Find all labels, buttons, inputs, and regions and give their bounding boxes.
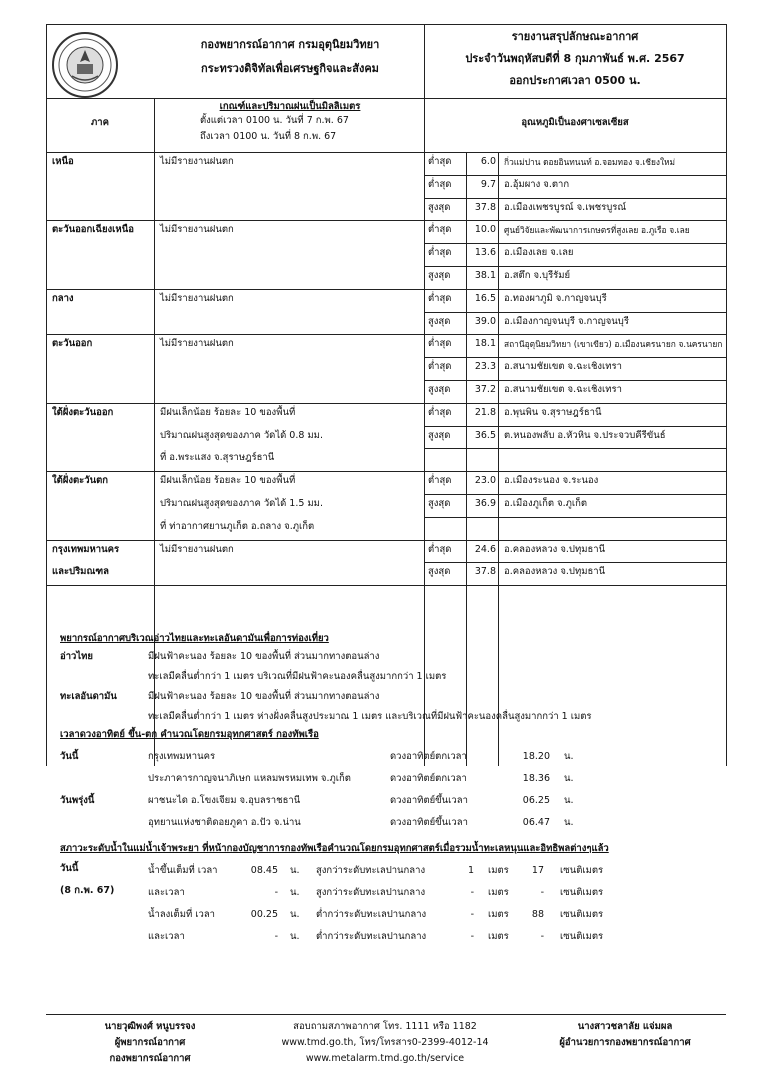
marine-gulf-line1: มีฝนฟ้าคะนอง ร้อยละ 10 ของพื้นที่ ส่วนมากทางตอนล่าง bbox=[148, 651, 380, 662]
sun-place: กรุงเทพมหานคร bbox=[148, 751, 216, 762]
temp-value: 13.6 bbox=[474, 247, 496, 259]
river-cm-unit: เซนติเมตร bbox=[560, 931, 604, 942]
temp-kind: สูงสุด bbox=[428, 315, 451, 327]
sun-place: อุทยานแห่งชาติดอยภูคา อ.ปัว จ.น่าน bbox=[148, 817, 301, 828]
river-unit: น. bbox=[290, 887, 300, 898]
temp-place: อ.สนามชัยเขต จ.ฉะเชิงเทรา bbox=[504, 384, 622, 395]
temp-kind: สูงสุด bbox=[428, 270, 451, 281]
footer-right-name: นางสาวชลาลัย แจ่มผล bbox=[577, 1021, 673, 1032]
footer-left-role2: กองพยากรณ์อากาศ bbox=[109, 1053, 191, 1064]
sun-tomorrow-label: วันพรุ่งนี้ bbox=[60, 795, 95, 806]
temp-kind: ต่ำสุด bbox=[428, 338, 452, 350]
footer-contact-web[interactable]: www.tmd.go.th, โทร/โทรสาร0-2399-4012-14 bbox=[281, 1037, 489, 1048]
marine-gulf-line2: ทะเลมีคลื่นต่ำกว่า 1 เมตร บริเวณที่มีฝนฟ้าคะนองคลื่นสูงมากกว่า 1 เมตร bbox=[148, 671, 447, 682]
temp-value: 37.8 bbox=[474, 566, 496, 578]
region-name: กรุงเทพมหานคร bbox=[52, 543, 120, 555]
temp-place: อ.สตึก จ.บุรีรัมย์ bbox=[504, 270, 571, 281]
river-time: - bbox=[274, 887, 278, 898]
temp-value: 38.1 bbox=[474, 270, 496, 281]
org-line-2: กระทรวงดิจิทัลเพื่อเศรษฐกิจและสังคม bbox=[201, 62, 379, 75]
sun-time: 06.25 bbox=[522, 795, 550, 806]
river-label: น้ำขึ้นเต็มที่ เวลา bbox=[148, 865, 218, 876]
river-unit: น. bbox=[290, 931, 300, 942]
temp-kind: ต่ำสุด bbox=[428, 247, 452, 259]
river-cm-unit: เซนติเมตร bbox=[560, 909, 604, 920]
region-name: ตะวันออกเฉียงเหนือ bbox=[52, 224, 134, 236]
marine-andaman-line1: มีฝนฟ้าคะนอง ร้อยละ 10 ของพื้นที่ ส่วนมากทางตอนล่าง bbox=[148, 691, 380, 702]
temp-place: อ.เมืองภูเก็ต จ.ภูเก็ต bbox=[504, 498, 588, 509]
temp-value: 21.8 bbox=[474, 406, 496, 418]
river-meter: - bbox=[470, 887, 474, 898]
river-desc: สูงกว่าระดับทะเลปานกลาง bbox=[316, 887, 426, 898]
temp-kind: ต่ำสุด bbox=[428, 406, 452, 418]
report-time: ออกประกาศเวลา 0500 น. bbox=[509, 74, 641, 87]
temp-place: อ.สนามชัยเขต จ.ฉะเชิงเทรา bbox=[504, 361, 622, 373]
rain-text: ไม่มีรายงานฝนตก bbox=[160, 156, 234, 167]
col-rain-to: ถึงเวลา 0100 น. วันที่ 8 ก.พ. 67 bbox=[200, 131, 337, 142]
sun-unit: น. bbox=[564, 773, 574, 784]
temp-kind: ต่ำสุด bbox=[428, 361, 452, 373]
rain-text: ปริมาณฝนสูงสุดของภาค วัดได้ 1.5 มม. bbox=[160, 498, 323, 509]
rain-text: มีฝนเล็กน้อย ร้อยละ 10 ของพื้นที่ bbox=[160, 475, 296, 487]
temp-kind: ต่ำสุด bbox=[428, 475, 452, 487]
footer-right-role: ผู้อำนวยการกองพยากรณ์อากาศ bbox=[559, 1037, 691, 1048]
river-label: และเวลา bbox=[148, 931, 185, 942]
temp-place: อ.เมืองกาญจนบุรี จ.กาญจนบุรี bbox=[504, 315, 629, 327]
sun-time: 18.20 bbox=[522, 751, 550, 762]
sun-title: เวลาดวงอาทิตย์ ขึ้น-ตก คำนวณโดยกรมอุทกศาสตร์ กองทัพเรือ bbox=[60, 729, 319, 740]
temp-kind: สูงสุด bbox=[428, 498, 451, 509]
temp-kind: สูงสุด bbox=[428, 429, 451, 441]
river-cm: 17 bbox=[531, 865, 544, 876]
region-name: ใต้ฝั่งตะวันออก bbox=[52, 406, 114, 418]
marine-gulf-name: อ่าวไทย bbox=[60, 651, 93, 662]
river-title: สภาวะระดับน้ำในแม่น้ำเจ้าพระยา ที่หน้ากองบัญชาการกองทัพเรือคำนวณโดยกรมอุทกศาสตร์เมื่อรวมน้ำทะเลหนุนและอิทธิพลต่างๆแล้ว bbox=[60, 843, 609, 854]
temp-place: ต.หนองพลับ อ.หัวหิน จ.ประจวบคีรีขันธ์ bbox=[504, 429, 666, 441]
temp-value: 18.1 bbox=[474, 338, 496, 350]
rain-text: ไม่มีรายงานฝนตก bbox=[160, 338, 234, 350]
col-rain-from: ตั้งแต่เวลา 0100 น. วันที่ 7 ก.พ. 67 bbox=[200, 115, 349, 126]
river-meter-unit: เมตร bbox=[488, 865, 509, 876]
river-cm: 88 bbox=[531, 909, 544, 920]
river-time: 00.25 bbox=[250, 909, 278, 920]
sun-time: 18.36 bbox=[522, 773, 550, 784]
temp-place: อ.เมืองเพชรบูรณ์ จ.เพชรบูรณ์ bbox=[504, 201, 627, 213]
department-seal-logo bbox=[50, 30, 120, 100]
river-meter: 1 bbox=[467, 865, 474, 876]
report-title: รายงานสรุปลักษณะอากาศ bbox=[511, 30, 639, 43]
temp-place: อ.เมืองระนอง จ.ระนอง bbox=[504, 475, 599, 487]
footer-contact-service[interactable]: www.metalarm.tmd.go.th/service bbox=[305, 1053, 465, 1064]
temp-kind: ต่ำสุด bbox=[428, 292, 452, 304]
rain-text: ที่ อ.พระแสง จ.สุราษฎร์ธานี bbox=[160, 452, 275, 464]
temp-value: 16.5 bbox=[474, 292, 496, 304]
river-cm: - bbox=[540, 887, 544, 898]
sun-place: ผาชนะได อ.โขงเจียม จ.อุบลราชธานี bbox=[148, 795, 301, 806]
footer-left-name: นายวุฒิพงศ์ หนูบรรจง bbox=[104, 1021, 196, 1032]
rain-text: ปริมาณฝนสูงสุดของภาค วัดได้ 0.8 มม. bbox=[160, 429, 323, 441]
river-time: 08.45 bbox=[250, 865, 278, 876]
footer-left-role1: ผู้พยากรณ์อากาศ bbox=[114, 1037, 186, 1048]
rain-text: ไม่มีรายงานฝนตก bbox=[160, 224, 234, 236]
temp-value: 39.0 bbox=[474, 315, 496, 327]
sun-event: ดวงอาทิตย์ขึ้นเวลา bbox=[390, 795, 468, 806]
river-time: - bbox=[274, 931, 278, 942]
region-name: ใต้ฝั่งตะวันตก bbox=[52, 475, 109, 487]
rain-text: มีฝนเล็กน้อย ร้อยละ 10 ของพื้นที่ bbox=[160, 406, 296, 418]
river-day-label: วันนี้ bbox=[60, 863, 79, 874]
temp-value: 10.0 bbox=[474, 224, 496, 236]
temp-kind: สูงสุด bbox=[428, 566, 451, 578]
temp-place: อ.เมืองเลย จ.เลย bbox=[504, 247, 574, 259]
temp-place: อ.คลองหลวง จ.ปทุมธานี bbox=[504, 566, 606, 578]
temp-kind: ต่ำสุด bbox=[428, 224, 452, 236]
sun-event: ดวงอาทิตย์ขึ้นเวลา bbox=[390, 817, 468, 828]
temp-value: 37.8 bbox=[474, 201, 496, 213]
river-desc: ต่ำกว่าระดับทะเลปานกลาง bbox=[316, 909, 427, 920]
river-cm-unit: เซนติเมตร bbox=[560, 865, 604, 876]
river-meter-unit: เมตร bbox=[488, 887, 509, 898]
temp-place: ศูนย์วิจัยและพัฒนาการเกษตรที่สูงเลย อ.ภูเรือ จ.เลย bbox=[504, 225, 690, 236]
river-desc: สูงกว่าระดับทะเลปานกลาง bbox=[316, 865, 426, 876]
temp-value: 9.7 bbox=[480, 178, 496, 190]
river-label: น้ำลงเต็มที่ เวลา bbox=[148, 909, 215, 920]
sun-place: ประภาคารกาญจนาภิเษก แหลมพรหมเทพ จ.ภูเก็ต bbox=[148, 773, 351, 784]
river-cm-unit: เซนติเมตร bbox=[560, 887, 604, 898]
river-meter: - bbox=[470, 931, 474, 942]
temp-kind: สูงสุด bbox=[428, 384, 451, 395]
temp-value: 23.0 bbox=[474, 475, 496, 487]
river-date-label: (8 ก.พ. 67) bbox=[60, 885, 115, 896]
col-region-header: ภาค bbox=[91, 117, 109, 128]
temp-place: กิ่วแม่ปาน ดอยอินทนนท์ อ.จอมทอง จ.เชียงใหม่ bbox=[504, 157, 676, 167]
temp-value: 24.6 bbox=[474, 543, 496, 555]
temp-value: 23.3 bbox=[474, 361, 496, 373]
river-unit: น. bbox=[290, 865, 300, 876]
temp-kind: ต่ำสุด bbox=[428, 156, 452, 167]
temp-value: 36.9 bbox=[474, 498, 496, 509]
rain-text: ไม่มีรายงานฝนตก bbox=[160, 543, 234, 555]
temp-value: 6.0 bbox=[480, 156, 496, 167]
river-cm: - bbox=[540, 931, 544, 942]
sun-unit: น. bbox=[564, 795, 574, 806]
river-meter: - bbox=[470, 909, 474, 920]
report-date: ประจำวันพฤหัสบดีที่ 8 กุมภาพันธ์ พ.ศ. 2567 bbox=[465, 52, 685, 65]
temp-value: 36.5 bbox=[474, 429, 496, 441]
marine-title: พยากรณ์อากาศบริเวณอ่าวไทยและทะเลอันดามันเพื่อการท่องเที่ยว bbox=[60, 633, 329, 644]
river-meter-unit: เมตร bbox=[488, 909, 509, 920]
temp-place: อ.อุ้มผาง จ.ตาก bbox=[504, 178, 570, 190]
river-desc: ต่ำกว่าระดับทะเลปานกลาง bbox=[316, 931, 427, 942]
rain-text: ไม่มีรายงานฝนตก bbox=[160, 292, 234, 304]
sun-unit: น. bbox=[564, 751, 574, 762]
temp-place: สถานีอุตุนิยมวิทยา (เขาเขียว) อ.เมืองนครนายก จ.นครนายก bbox=[504, 339, 723, 350]
temp-place: อ.คลองหลวง จ.ปทุมธานี bbox=[504, 543, 606, 555]
region-name: ตะวันออก bbox=[52, 338, 93, 350]
temp-kind: สูงสุด bbox=[428, 201, 451, 213]
marine-andaman-name: ทะเลอันดามัน bbox=[60, 691, 117, 702]
sun-event: ดวงอาทิตย์ตกเวลา bbox=[390, 773, 467, 784]
temp-kind: ต่ำสุด bbox=[428, 178, 452, 190]
footer-contact-phone: สอบถามสภาพอากาศ โทร. 1111 หรือ 1182 bbox=[293, 1021, 477, 1032]
river-label: และเวลา bbox=[148, 887, 185, 898]
col-rain-title: เกณฑ์และปริมาณฝนเป็นมิลลิเมตร bbox=[219, 101, 361, 112]
sun-time: 06.47 bbox=[522, 817, 550, 828]
region-name: กลาง bbox=[52, 292, 74, 304]
org-line-1: กองพยากรณ์อากาศ กรมอุตุนิยมวิทยา bbox=[200, 38, 380, 51]
temp-kind: ต่ำสุด bbox=[428, 543, 452, 555]
sun-today-label: วันนี้ bbox=[60, 751, 79, 762]
marine-andaman-line2: ทะเลมีคลื่นต่ำกว่า 1 เมตร ห่างฝั่งคลื่นสูงประมาณ 1 เมตร และบริเวณที่มีฝนฟ้าคะนองคลื่นสูงมากกว่า 1 เมตร bbox=[148, 711, 592, 722]
temp-place: อ.พุนพิน จ.สุราษฎร์ธานี bbox=[504, 406, 602, 418]
temp-place: อ.ทองผาภูมิ จ.กาญจนบุรี bbox=[504, 292, 607, 304]
river-unit: น. bbox=[290, 909, 300, 920]
rain-text: ที่ ท่าอากาศยานภูเก็ต อ.ถลาง จ.ภูเก็ต bbox=[160, 520, 315, 532]
river-meter-unit: เมตร bbox=[488, 931, 509, 942]
temp-value: 37.2 bbox=[474, 384, 496, 395]
region-name-line2: และปริมณฑล bbox=[52, 566, 109, 578]
sun-unit: น. bbox=[564, 817, 574, 828]
sun-event: ดวงอาทิตย์ตกเวลา bbox=[390, 751, 467, 762]
region-name: เหนือ bbox=[52, 156, 74, 167]
col-temp-header: อุณหภูมิเป็นองศาเซลเซียส bbox=[521, 117, 629, 128]
